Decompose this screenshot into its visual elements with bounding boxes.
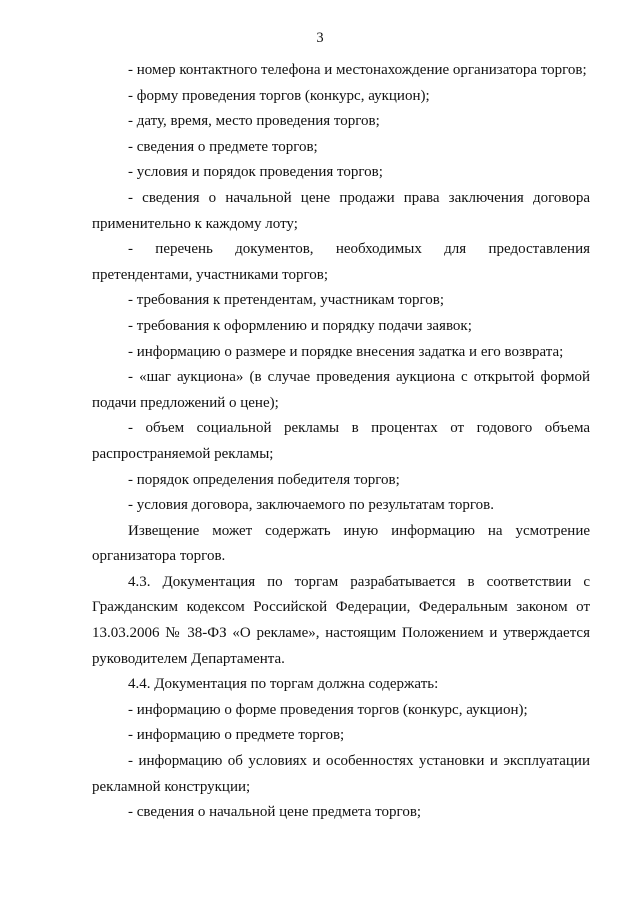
notice-additional-info: Извещение может содержать иную информацию на усмотрение организатора торгов. (92, 522, 590, 565)
list-item-initial-price: - сведения о начальной цене продажи права заключения договора применительно к каждому лоту; (92, 189, 590, 232)
list-item-social-advertising: - объем социальной рекламы в процентах от годового объема распространяемой рекламы; (92, 420, 590, 462)
list-item-installation-conditions: - информацию об условиях и особенностях установки и эксплуатации рекламной конструкции; (92, 753, 590, 795)
list-item-date-time-place: - дату, время, место проведения торгов; (128, 113, 380, 130)
section-4-3: 4.3. Документация по торгам разрабатывается в соответствии с Гражданским кодексом Российской Федерации, Федеральным законом от 13.03.2006 № 38-ФЗ «О рекламе», настоящим Положением и утверждается руководителем Департамента. (92, 573, 590, 667)
list-item-winner-procedure: - порядок определения победителя торгов; (128, 471, 400, 488)
list-item-deposit-info: - информацию о размере и порядке внесения задатка и его возврата; (128, 343, 564, 360)
list-item-document-list: - перечень документов, необходимых для предоставления претендентами, участниками торгов; (92, 241, 590, 283)
list-item-contract-terms: - условия договора, заключаемого по результатам торгов. (128, 497, 495, 514)
list-item-subject-doc: - информацию о предмете торгов; (128, 727, 345, 744)
list-item-applicant-requirements: - требования к претендентам, участникам торгов; (128, 292, 445, 309)
section-4-4: 4.4. Документация по торгам должна содержать: (128, 676, 439, 693)
document-body (92, 58, 590, 826)
list-item-auction-step: - «шаг аукциона» (в случае проведения аукциона с открытой формой подачи предложений о цене); (92, 369, 590, 411)
list-item-application-requirements: - требования к оформлению и порядку подачи заявок; (128, 317, 472, 334)
list-item-conditions-procedure: - условия и порядок проведения торгов; (128, 164, 383, 181)
list-item-contact-phone: - номер контактного телефона и местонахождение организатора торгов; (128, 62, 587, 78)
list-item-auction-form: - форму проведения торгов (конкурс, аукцион); (128, 87, 430, 104)
list-item-auction-form-doc: - информацию о форме проведения торгов (конкурс, аукцион); (128, 701, 528, 718)
list-item-initial-price-doc: - сведения о начальной цене предмета торгов; (128, 804, 422, 821)
list-item-subject-info: - сведения о предмете торгов; (128, 138, 318, 155)
page-number: 3 (316, 30, 324, 46)
